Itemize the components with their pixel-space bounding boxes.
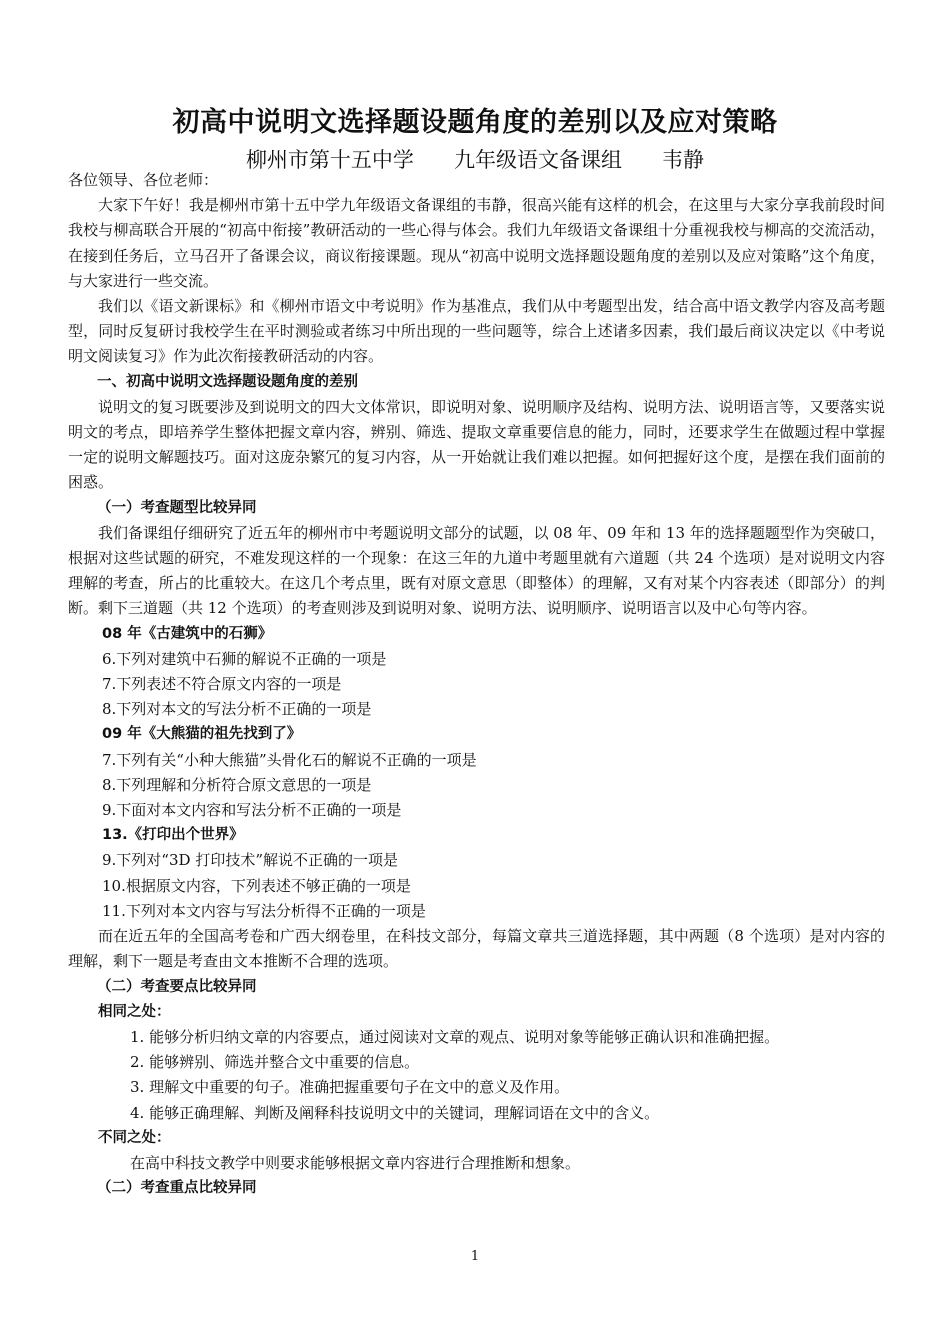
exam-question: 6.下列对建筑中石狮的解说不正确的一项是 bbox=[102, 649, 387, 668]
subsection-heading: （一）考查题型比较异同 bbox=[97, 499, 257, 516]
exam-set-heading: 08 年《古建筑中的石狮》 bbox=[102, 625, 273, 642]
exam-question: 7.下列有关“小种大熊猫”头骨化石的解说不正确的一项是 bbox=[102, 750, 477, 769]
document-subtitle: 柳州市第十五中学 九年级语文备课组 韦静 bbox=[245, 148, 705, 172]
section-heading: 一、初高中说明文选择题设题角度的差别 bbox=[97, 373, 358, 390]
exam-question: 9.下列对“3D 打印技术”解说不正确的一项是 bbox=[102, 851, 398, 870]
exam-question: 11.下列对本文内容与写法分析得不正确的一项是 bbox=[102, 901, 426, 920]
exam-question: 7.下列表述不符合原文内容的一项是 bbox=[102, 675, 342, 694]
exam-set-heading: 09 年《大熊猫的祖先找到了》 bbox=[102, 726, 302, 743]
paragraph: 我们备课组仔细研究了近五年的柳州市中考题说明文部分的试题，以 08 年、09 年和 13 年的选择题题型作为突破口，根据对这些试题的研究，不难发现这样的一个现象：在这三年的九道中考题里就有六道题（共 24 个选项）是对说明文内容理解的考查，所占的比重较大。在这几个考点里，既有对原文意思（即整体）的理解，又有对某个内容表述（即部分）的判断。剩下三道题（共 12 个选项）的考查则涉及到说明对象、说明方法、说明顺序、说明语言以及中心句等内容。 bbox=[68, 523, 885, 618]
exam-question: 9.下面对本文内容和写法分析不正确的一项是 bbox=[102, 801, 402, 820]
diff-text: 在高中科技文教学中则要求能够根据文章内容进行合理推断和想象。 bbox=[130, 1153, 581, 1172]
list-item: 1. 能够分析归纳文章的内容要点，通过阅读对文章的观点、说明对象等能够正确认识和准确把握。 bbox=[130, 1027, 780, 1046]
subsection-heading: （二）考查要点比较异同 bbox=[97, 978, 257, 995]
list-item: 4. 能够正确理解、判断及阐释科技说明文中的关键词，理解词语在文中的含义。 bbox=[130, 1103, 660, 1122]
document-body bbox=[68, 168, 885, 1201]
exam-question: 10.根据原文内容，下列表述不够正确的一项是 bbox=[102, 876, 411, 895]
exam-question: 8.下列理解和分析符合原文意思的一项是 bbox=[102, 775, 372, 794]
list-item: 2. 能够辨别、筛选并整合文中重要的信息。 bbox=[130, 1053, 420, 1072]
document-title: 初高中说明文选择题设题角度的差别以及应对策略 bbox=[172, 107, 778, 138]
subsection-heading: （二）考查重点比较异同 bbox=[97, 1180, 257, 1197]
paragraph: 说明文的复习既要涉及到说明文的四大文体常识，即说明对象、说明顺序及结构、说明方法、说明语言等，又要落实说明文的考点，即培养学生整体把握文章内容，辨别、筛选、提取文章重要信息的能力，同时，还要求学生在做题过程中掌握一定的说明文解题技巧。面对这庞杂繁冗的复习内容，从一开始就让我们难以把握。如何把握好这个度，是摆在我们面前的困惑。 bbox=[68, 397, 885, 492]
exam-set-heading: 13.《打印出个世界》 bbox=[102, 827, 244, 844]
intro-paragraph: 大家下午好！我是柳州市第十五中学九年级语文备课组的韦静，很高兴能有这样的机会，在这里与大家分享我前段时间我校与柳高联合开展的“初高中衔接”教研活动的一些心得与体会。我们九年级语文备课组十分重视我校与柳高的交流活动，在接到任务后，立马召开了备课会议，商议衔接课题。现从“初高中说明文选择题设题角度的差别以及应对策略”这个角度，与大家进行一些交流。 bbox=[68, 196, 885, 290]
paragraph: 而在近五年的全国高考卷和广西大纲卷里，在科技文部分，每篇文章共三道选择题，其中两题（8 个选项）是对内容的理解，剩下一题是考查由文本推断不合理的选项。 bbox=[68, 927, 885, 971]
page-number: 1 bbox=[470, 1249, 480, 1264]
exam-question: 8.下列对本文的写法分析不正确的一项是 bbox=[102, 700, 372, 719]
diff-label: 不同之处： bbox=[98, 1129, 171, 1146]
greeting: 各位领导、各位老师： bbox=[68, 171, 219, 189]
list-item: 3. 理解文中重要的句子。准确把握重要句子在文中的意义及作用。 bbox=[130, 1078, 570, 1097]
same-label: 相同之处： bbox=[98, 1003, 171, 1020]
intro-paragraph: 我们以《语文新课标》和《柳州市语文中考说明》作为基准点，我们从中考题型出发，结合高中语文教学内容及高考题型，同时反复研讨我校学生在平时测验或者练习中所出现的一些问题等，综合上述诸多因素，我们最后商议决定以《中考说明文阅读复习》作为此次衔接教研活动的内容。 bbox=[68, 297, 885, 366]
